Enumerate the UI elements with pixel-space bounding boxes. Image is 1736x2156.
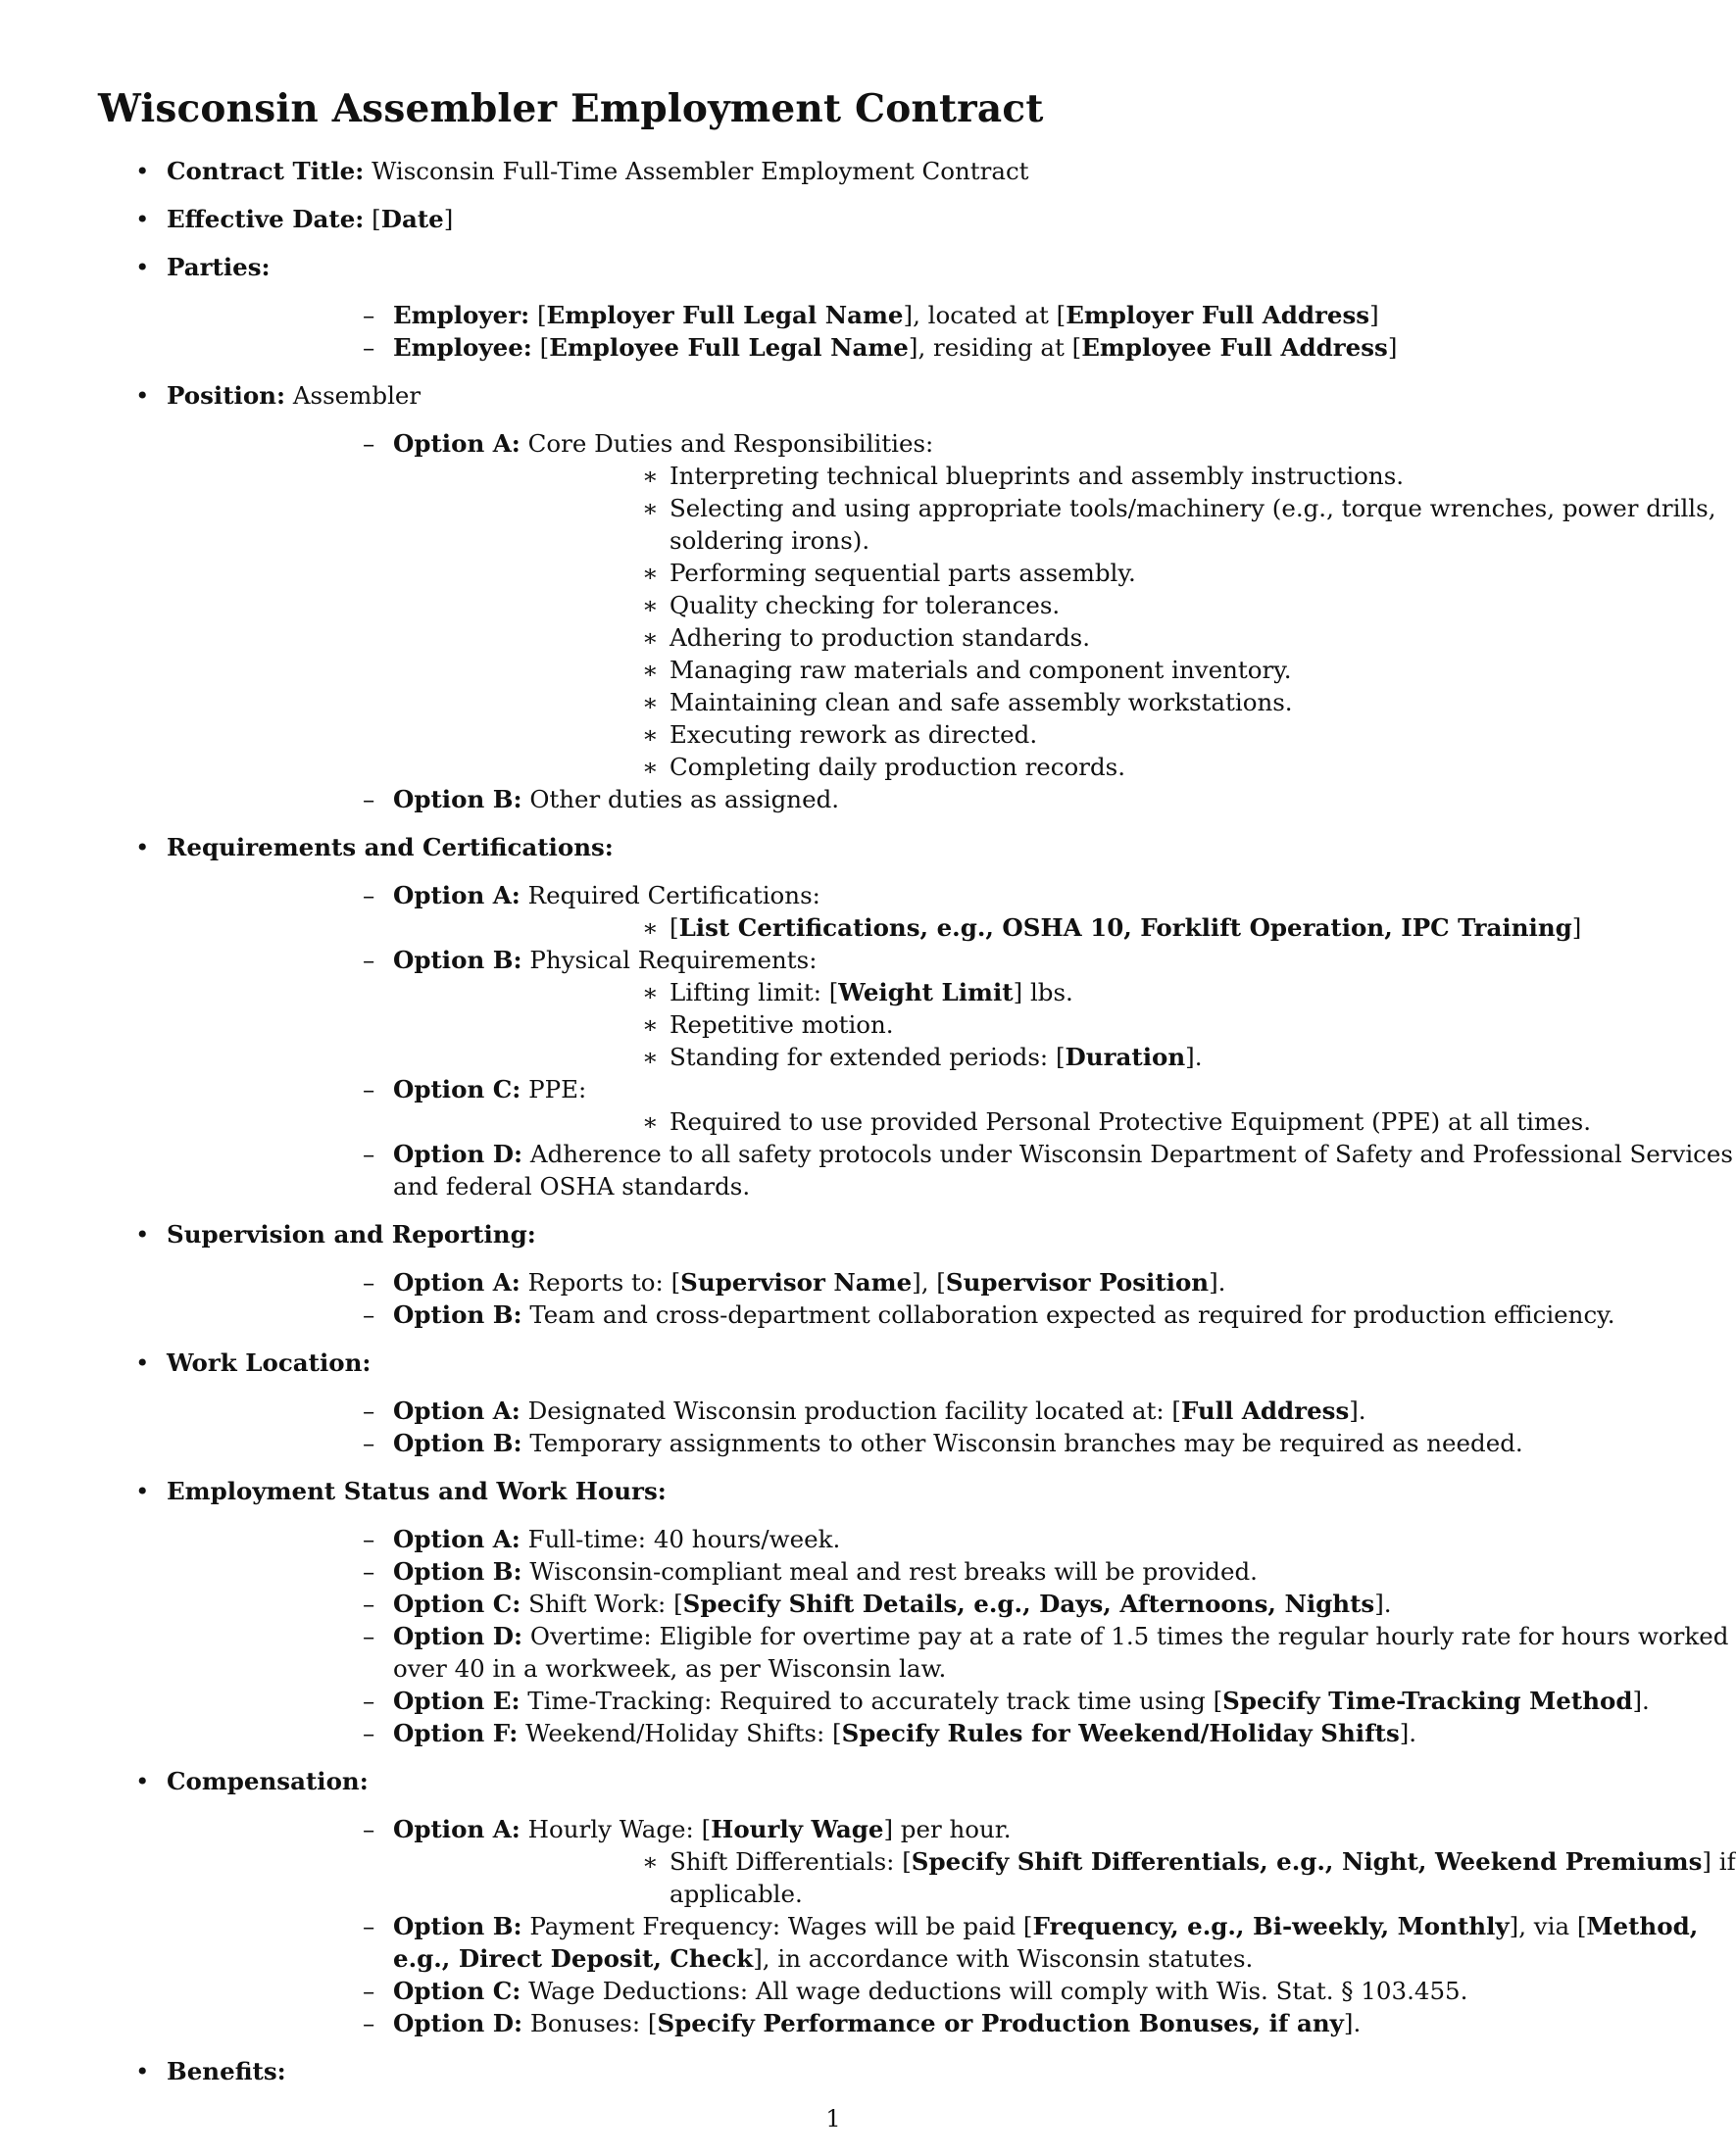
duty-item: ∗ Interpreting technical blueprints and assembly instructions. [642, 462, 1405, 490]
section-position: • Position: Assembler – Option A: Core Duties and Responsibilities: ∗ Interpreting technical blueprints and assembly instructions. ∗ Selecting and using appropriate tools/machinery (e.g., torque wrenches, power drills, soldering irons). ∗ Performing sequential parts assembly. ∗ Quality checking for tolerances. ∗ Adhering to production standards. ∗ Managing raw materials and component inventory. ∗ Maintaining clean and safe assembly workstations. ∗ Executing rework as directed. ∗ Completing daily production records. – Option B: Other duties as assigned. [0, 379, 1666, 815]
duty-item: ∗ Maintaining clean and safe assembly workstations. [642, 688, 1293, 716]
requirements-option-a: – Option A: Required Certifications: ∗ [List Certifications, e.g., OSHA 10, Forklift Operation, IPC Training] [167, 879, 1736, 944]
requirements-option-c: – Option C: PPE: ∗ Required to use provided Personal Protective Equipment (PPE) at all times. [167, 1073, 1736, 1138]
requirements-options [167, 879, 1733, 1202]
duty-item: ∗ Selecting and using appropriate tools/machinery (e.g., torque wrenches, power drills, soldering irons). [642, 494, 1716, 555]
compensation-option-c: – Option C: Wage Deductions: All wage deductions will comply with Wis. Stat. § 103.455. [363, 1977, 1468, 2005]
contract-sections [0, 155, 1736, 2087]
shift-differentials-item: ∗ Shift Differentials: [Specify Shift Differentials, e.g., Night, Weekend Premiums] if applicable. [642, 1847, 1736, 1908]
section-employment-status: • Employment Status and Work Hours: – Option A: Full-time: 40 hours/week. – Option B: Wisconsin-compliant meal and rest breaks will be provided. – Option C: Shift Work: [Specify Shift Details, e.g., Days, Afternoons, Nights]. – Option D: Overtime: Eligible for overtime pay at a rate of 1.5 times the regular hourly rate for hours worked over 40 in a workweek, as per Wisconsin law. – Option E: Time-Tracking: Required to accurately track time using [Specify Time-Tracking Method]. – Option F: Weekend/Holiday Shifts: [Specify Rules for Weekend/Holiday Shifts]. [0, 1475, 1666, 1749]
standing-item: ∗ Standing for extended periods: [Duration]. [642, 1043, 1203, 1071]
duty-item: ∗ Managing raw materials and component inventory. [642, 656, 1292, 684]
requirements-option-d: – Option D: Adherence to all safety protocols under Wisconsin Department of Safety and Professional Services and federal OSHA standards. [363, 1140, 1733, 1200]
supervision-option-a: – Option A: Reports to: [Supervisor Name], [Supervisor Position]. [363, 1268, 1226, 1297]
document-title: Wisconsin Assembler Employment Contract [98, 86, 1044, 131]
section-benefits: • Benefits: [135, 2057, 286, 2085]
employment-option-a: – Option A: Full-time: 40 hours/week. [363, 1525, 841, 1553]
compensation-option-b: – Option B: Payment Frequency: Wages will be paid [Frequency, e.g., Bi-weekly, Monthly], via [Method, e.g., Direct Deposit, Check], in accordance with Wisconsin statutes. [363, 1912, 1699, 1973]
supervision-option-b: – Option B: Team and cross-department collaboration expected as required for production efficiency. [363, 1300, 1615, 1329]
employment-option-e: – Option E: Time-Tracking: Required to accurately track time using [Specify Time-Tracking Method]. [363, 1687, 1650, 1715]
section-requirements: • Requirements and Certifications: – Option A: Required Certifications: ∗ [List Certifications, e.g., OSHA 10, Forklift Operation, IPC Training] – Option B: Physical Requirements: ∗ Lifting limit: [Weight Limit] lbs. ∗ Repetitive motion. ∗ Standing for extended periods: [Duration]. – Option C: PPE: ∗ Required to use provided Personal Protective Equipment (PPE) at all times. – Option D: Adherence to all safety protocols under Wisconsin Department of Safety and Professional Services and federal OSHA standards. [0, 831, 1666, 1202]
compensation-option-a: – Option A: Hourly Wage: [Hourly Wage] per hour. ∗ Shift Differentials: [Specify Shift Differentials, e.g., Night, Weekend Premiums] if applicable. [363, 1815, 1736, 1908]
parties-list [167, 299, 1666, 364]
section-effective-date: • Effective Date: [Date] [135, 205, 454, 233]
party-employee: – Employee: [Employee Full Legal Name], residing at [Employee Full Address] [363, 333, 1398, 362]
employment-option-f: – Option F: Weekend/Holiday Shifts: [Specify Rules for Weekend/Holiday Shifts]. [363, 1719, 1417, 1747]
employment-option-c: – Option C: Shift Work: [Specify Shift Details, e.g., Days, Afternoons, Nights]. [363, 1590, 1392, 1618]
compensation-option-d: – Option D: Bonuses: [Specify Performance or Production Bonuses, if any]. [363, 2009, 1362, 2037]
party-employer: – Employer: [Employer Full Legal Name], located at [Employer Full Address] [363, 301, 1379, 329]
section-contract-title: • Contract Title: Wisconsin Full-Time Assembler Employment Contract [135, 157, 1029, 185]
employment-option-b: – Option B: Wisconsin-compliant meal and rest breaks will be provided. [363, 1557, 1258, 1586]
duty-item: ∗ Adhering to production standards. [642, 623, 1091, 652]
duty-item: ∗ Completing daily production records. [642, 753, 1126, 781]
duties-list [393, 460, 1736, 783]
repetitive-motion-item: ∗ Repetitive motion. [642, 1010, 894, 1039]
duty-item: ∗ Performing sequential parts assembly. [642, 559, 1136, 587]
position-option-b: – Option B: Other duties as assigned. [363, 785, 840, 813]
lifting-limit-item: ∗ Lifting limit: [Weight Limit] lbs. [642, 978, 1073, 1006]
section-supervision: • Supervision and Reporting: – Option A: Reports to: [Supervisor Name], [Supervisor Position]. – Option B: Team and cross-department collaboration expected as required for production efficiency. [0, 1218, 1666, 1331]
requirements-option-b: – Option B: Physical Requirements: ∗ Lifting limit: [Weight Limit] lbs. ∗ Repetitive motion. ∗ Standing for extended periods: [Duration]. [167, 944, 1736, 1073]
location-option-b: – Option B: Temporary assignments to other Wisconsin branches may be required as needed. [363, 1429, 1523, 1457]
section-parties: • Parties: – Employer: [Employer Full Legal Name], located at [Employer Full Address] – Employee: [Employee Full Legal Name], residing at [Employee Full Address] [0, 251, 1666, 364]
certifications-item: ∗ [List Certifications, e.g., OSHA 10, Forklift Operation, IPC Training] [642, 913, 1582, 942]
duty-item: ∗ Executing rework as directed. [642, 720, 1038, 749]
section-compensation: • Compensation: – Option A: Hourly Wage: [Hourly Wage] per hour. ∗ Shift Differentials: [Specify Shift Differentials, e.g., Night, Weekend Premiums] if applicable. – Option B: Payment Frequency: Wages will be paid [Frequency, e.g., Bi-weekly, Monthly], via [Method, e.g., Direct Deposit, Check], in accordance with Wisconsin statutes. – Option C: Wage Deductions: All wage deductions will comply with Wis. Stat. § 103.455. – Option D: Bonuses: [Specify Performance or Production Bonuses, if any]. [135, 1767, 1736, 2037]
duty-item: ∗ Quality checking for tolerances. [642, 591, 1061, 619]
ppe-item: ∗ Required to use provided Personal Protective Equipment (PPE) at all times. [642, 1107, 1592, 1136]
employment-option-d: – Option D: Overtime: Eligible for overtime pay at a rate of 1.5 times the regular hourly rate for hours worked over 40 in a workweek, as per Wisconsin law. [363, 1622, 1729, 1683]
location-option-a: – Option A: Designated Wisconsin production facility located at: [Full Address]. [363, 1396, 1366, 1425]
position-options [167, 427, 1716, 815]
document-body [0, 155, 1736, 2103]
position-option-a: – Option A: Core Duties and Responsibilities: ∗ Interpreting technical blueprints and assembly instructions. ∗ Selecting and using appropriate tools/machinery (e.g., torque wrenches, power drills, soldering irons). ∗ Performing sequential parts assembly. ∗ Quality checking for tolerances. ∗ Adhering to production standards. ∗ Managing raw materials and component inventory. ∗ Maintaining clean and safe assembly workstations. ∗ Executing rework as directed. ∗ Completing daily production records. [167, 427, 1736, 783]
page-number: 1 [825, 2105, 841, 2132]
section-work-location: • Work Location: – Option A: Designated Wisconsin production facility located at: [Full Address]. – Option B: Temporary assignments to other Wisconsin branches may be required as needed. [0, 1347, 1666, 1459]
